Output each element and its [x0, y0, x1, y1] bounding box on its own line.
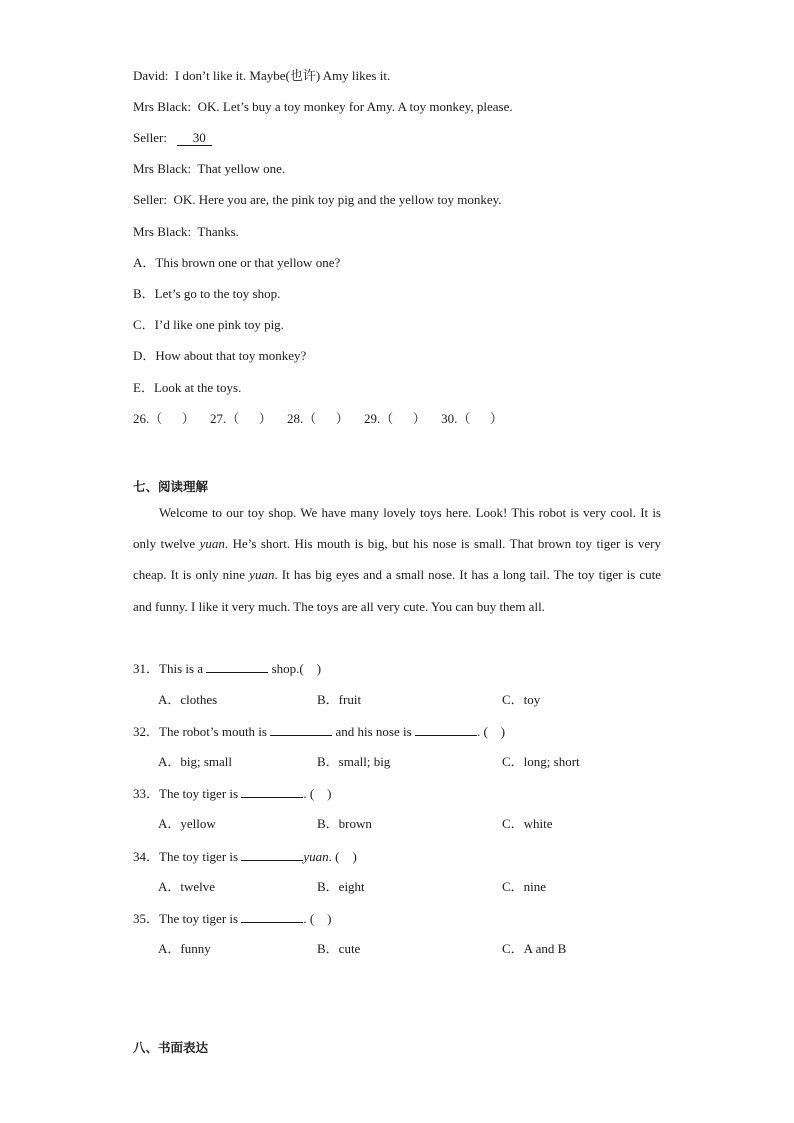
answer-paren[interactable]: ( )	[309, 911, 332, 926]
dialogue-line	[133, 224, 239, 240]
option-a[interactable]: A．twelve	[158, 879, 216, 894]
answer-slots	[133, 411, 515, 427]
dialogue-text: Thanks.	[197, 224, 239, 239]
answer-paren[interactable]: ( )	[335, 849, 357, 864]
dialogue-line	[133, 192, 502, 208]
choice-letter: D．	[133, 348, 156, 363]
choice-item	[133, 317, 284, 333]
speaker: Mrs Black:	[133, 161, 192, 176]
choice-item	[133, 255, 340, 271]
fill-blank[interactable]	[270, 723, 332, 736]
option-c[interactable]: C．white	[502, 816, 553, 831]
answer-slot[interactable]: 29.（ ）	[364, 411, 426, 426]
choice-letter: A．	[133, 255, 156, 270]
option-a[interactable]: A．clothes	[158, 692, 218, 707]
option-c[interactable]: C．A and B	[502, 941, 567, 956]
answer-paren[interactable]: ( )	[299, 661, 322, 676]
dialogue-text: I don’t like it. Maybe(也许) Amy likes it.	[174, 68, 391, 83]
speaker: David:	[133, 68, 169, 83]
option-b[interactable]: B．small; big	[317, 754, 391, 769]
choice-text: I’d like one pink toy pig.	[154, 317, 284, 332]
fill-blank[interactable]	[241, 785, 303, 798]
choice-letter: B．	[133, 286, 155, 301]
answer-slot[interactable]: 26.（ ）	[133, 411, 195, 426]
question-35: 35．The toy tiger is . ( )	[133, 911, 332, 926]
choice-text: Look at the toys.	[153, 380, 242, 395]
choice-item	[133, 380, 241, 396]
answer-slot[interactable]: 30.（ ）	[441, 411, 503, 426]
question-34: 34．The toy tiger is yuan. ( )	[133, 849, 357, 864]
choice-letter: E．	[133, 380, 154, 395]
section-title: 七、阅读理解	[133, 479, 209, 494]
speaker: Seller:	[133, 130, 167, 145]
fill-blank[interactable]	[415, 723, 477, 736]
option-b[interactable]: B．fruit	[317, 692, 362, 707]
dialogue-line	[133, 161, 285, 177]
option-a[interactable]: A．yellow	[158, 816, 216, 831]
answer-blank-30[interactable]: 30	[177, 131, 212, 146]
option-c[interactable]: C．toy	[502, 692, 541, 707]
speaker: Seller:	[133, 192, 167, 207]
choice-text: How about that toy monkey?	[155, 348, 307, 363]
choice-item	[133, 286, 280, 302]
question-33: 33．The toy tiger is . ( )	[133, 786, 332, 801]
dialogue-line	[133, 130, 212, 146]
question-31: 31．This is a shop.( )	[133, 661, 322, 676]
speaker: Mrs Black:	[133, 99, 192, 114]
option-b[interactable]: B．cute	[317, 941, 361, 956]
dialogue-line	[133, 99, 513, 115]
option-a[interactable]: A．funny	[158, 941, 211, 956]
fill-blank[interactable]	[241, 910, 303, 923]
option-c[interactable]: C．nine	[502, 879, 547, 894]
option-a[interactable]: A．big; small	[158, 754, 233, 769]
fill-blank[interactable]	[241, 848, 303, 861]
dialogue-text: OK. Here you are, the pink toy pig and the yellow toy monkey.	[173, 192, 502, 207]
section-title: 八、书面表达	[133, 1040, 209, 1055]
answer-paren[interactable]: ( )	[483, 724, 506, 739]
option-c[interactable]: C．long; short	[502, 754, 580, 769]
option-b[interactable]: B．brown	[317, 816, 372, 831]
choice-letter: C．	[133, 317, 155, 332]
choice-text: Let’s go to the toy shop.	[154, 286, 281, 301]
answer-slot[interactable]: 28.（ ）	[287, 411, 349, 426]
dialogue-line	[133, 68, 390, 84]
dialogue-text: OK. Let’s buy a toy monkey for Amy. A toy monkey, please.	[197, 99, 513, 114]
answer-slot[interactable]: 27.（ ）	[210, 411, 272, 426]
question-32: 32．The robot’s mouth is and his nose is . ( )	[133, 724, 506, 739]
fill-blank[interactable]	[206, 660, 268, 673]
answer-paren[interactable]: ( )	[309, 786, 332, 801]
speaker: Mrs Black:	[133, 224, 192, 239]
choice-text: This brown one or that yellow one?	[155, 255, 341, 270]
reading-passage: Welcome to our toy shop. We have many lovely toys here. Look! This robot is very cool. It is only twelve yuan. He’s short. His mouth is big, but his nose is small. That brown toy tiger is very cheap. It is only nine yuan. It has big eyes and a small nose. It has a long tail. The toy tiger is cute and funny. I like it very much. The toys are all very cute. You can buy them all.	[133, 505, 661, 614]
choice-item	[133, 348, 306, 364]
option-b[interactable]: B．eight	[317, 879, 365, 894]
dialogue-text: That yellow one.	[197, 161, 286, 176]
